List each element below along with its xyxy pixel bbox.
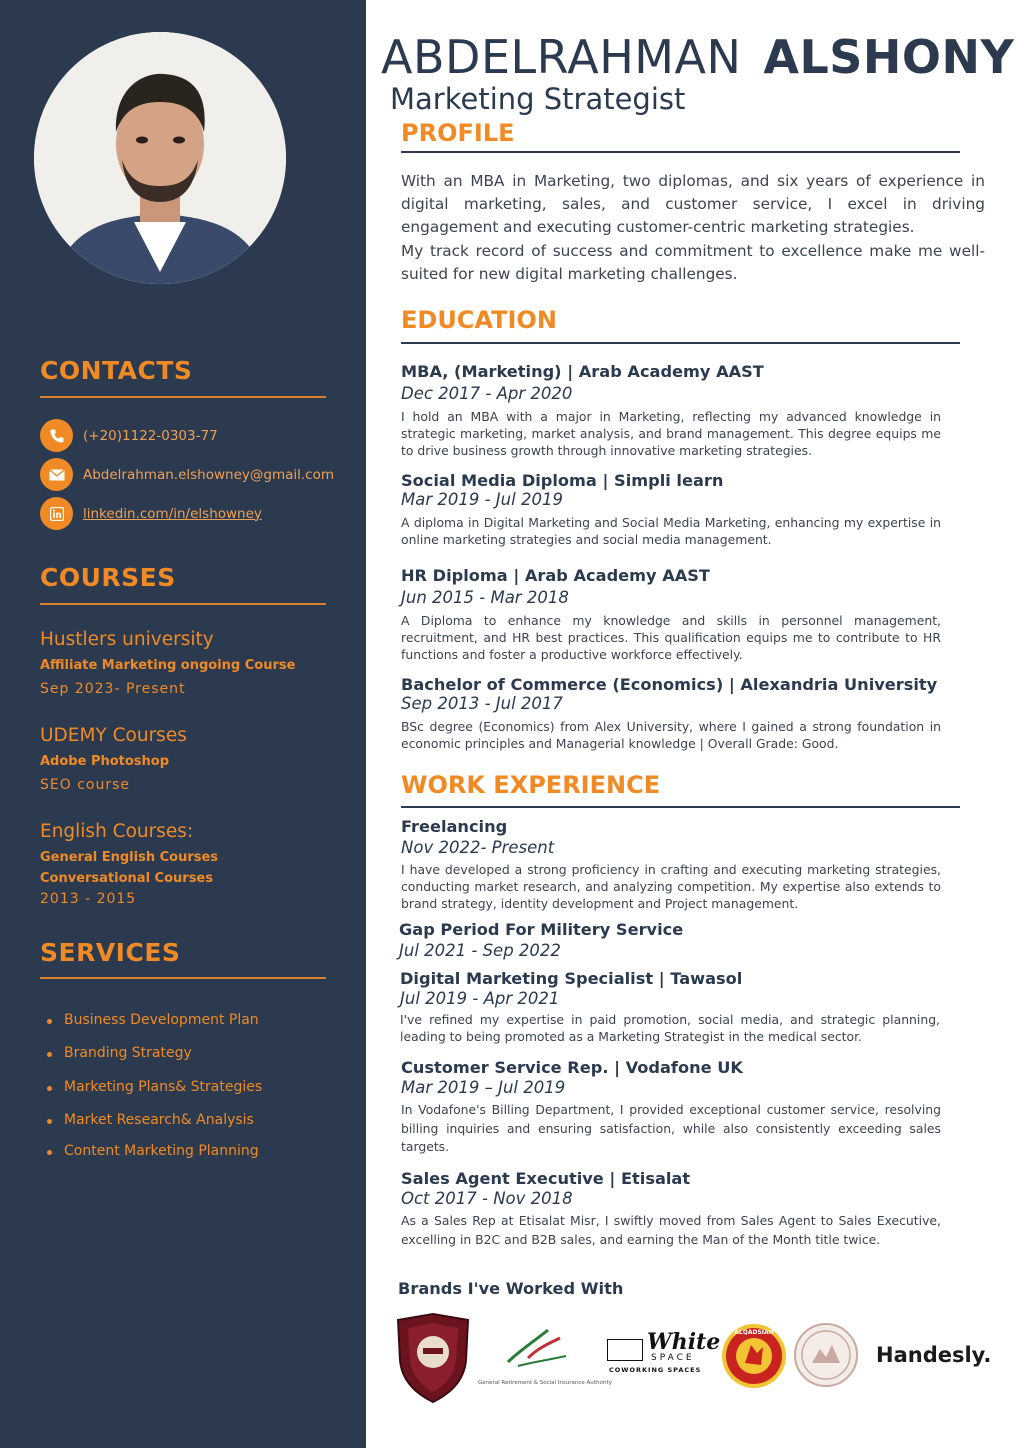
profile-text [401,170,985,286]
handesly-logo: Handesly. [876,1343,992,1367]
profile-paragraph: My track record of success and commitment to excellence make me well-suited for new digital marketing challenges. [401,241,985,283]
profile-paragraph: With an MBA in Marketing, two diplomas, and six years of experience in digital marketing, sales, and customer service, I excel in driving engagement and executing customer-centric marketing strategies. [401,172,985,237]
course-date: 2013 - 2015 [40,891,137,907]
services-heading: SERVICES [40,938,181,967]
service-item: Market Research& Analysis [40,1112,254,1128]
white-space-tagline: COWORKING SPACES [609,1366,702,1374]
course-item: Conversational Courses [40,871,213,886]
work-desc: In Vodafone's Billing Department, I provided exceptional customer service, resolving billing inquiries and ensuring satisfaction, while also consistently exceeding sales targets. [401,1102,941,1154]
avatar-illustration [34,32,286,284]
sidebar [0,0,366,1448]
education-date: Mar 2019 - Jul 2019 [401,490,563,509]
course-item: General English Courses [40,850,219,865]
phone-icon [40,419,73,452]
work-heading: WORK EXPERIENCE [401,771,661,799]
alqadsiah-text: ALQADSIAH [734,1329,774,1336]
education-title: Social Media Diploma | Simpli learn [401,471,724,490]
profile-heading: PROFILE [401,119,515,147]
contacts-divider [40,396,326,398]
work-desc: As a Sales Rep at Etisalat Misr, I swiftly moved from Sales Agent to Sales Executive, excelling in B2C and B2B sales, and earning the Man of the Month title twice. [401,1213,941,1247]
education-title: MBA, (Marketing) | Arab Academy AAST [401,362,764,381]
course-date: SEO course [40,777,131,793]
profile-divider [401,151,960,153]
courses-divider [40,603,326,605]
alqadsiah-logo [721,1323,787,1393]
services-divider [40,977,326,979]
general-retirement-authority-logo [478,1322,613,1392]
course-item: Affiliate Marketing ongoing Course [40,658,296,673]
seal-logo [794,1323,858,1391]
course-group-title: UDEMY Courses [40,725,187,746]
service-item: Business Development Plan [40,1012,259,1028]
contact-phone[interactable] [40,419,218,452]
education-date: Jun 2015 - Mar 2018 [401,588,569,607]
phone-number: (+20)1122-0303-77 [83,427,218,444]
contact-linkedin[interactable] [40,497,262,530]
work-desc: I have developed a strong proficiency in crafting and executing marketing strategies, conducting market research, and analyzing competition. My expertise also extends to brand strategy, identity development and Project management. [401,862,941,912]
service-item: Marketing Plans& Strategies [40,1079,262,1095]
education-desc: I hold an MBA with a major in Marketing, reflecting my advanced knowledge in strategic marketing, market analysis, and brand management. This degree equips me to drive business growth through innovative marketing strategies. [401,409,941,459]
work-title: Freelancing [401,817,508,836]
work-title: Digital Marketing Specialist | Tawasol [400,969,743,988]
work-date: Oct 2017 - Nov 2018 [401,1189,573,1208]
education-date: Sep 2013 - Jul 2017 [401,694,563,713]
work-title: Customer Service Rep. | Vodafone UK [401,1058,743,1077]
education-title: HR Diploma | Arab Academy AAST [401,566,710,585]
contact-email[interactable] [40,458,334,491]
profile-photo [34,32,286,284]
education-divider [401,342,960,344]
brands-heading: Brands I've Worked With [398,1279,624,1298]
education-heading: EDUCATION [401,306,557,334]
education-desc: A diploma in Digital Marketing and Social Media Marketing, enhancing my expertise in online marketing strategies and social media management. [401,515,941,548]
contacts-heading: CONTACTS [40,356,193,385]
white-space-word: White [647,1329,721,1355]
linkedin-icon [40,497,73,530]
retirement-authority-caption: General Retirement & Social Insurance Authority [478,1380,613,1386]
first-name: ABDELRAHMAN [381,30,742,84]
work-divider [401,806,960,808]
education-desc: BSc degree (Economics) from Alex University, where I gained a strong foundation in economic principles and Managerial knowledge | Overall Grade: Good. [401,719,941,752]
education-date: Dec 2017 - Apr 2020 [401,384,573,403]
shield-crest-logo [394,1312,472,1408]
work-desc: I've refined my expertise in paid promotion, social media, and strategic planning, leading to being promoted as a Marketing Strategist in the medical sector. [400,1012,940,1045]
education-title: Bachelor of Commerce (Economics) | Alexandria University [401,675,938,694]
education-desc: A Diploma to enhance my knowledge and skills in personnel management, recruitment, and HR best practices. This qualification equips me to contribute to HR functions and foster a productive workforce effectively. [401,613,941,663]
work-title: Sales Agent Executive | Etisalat [401,1169,691,1188]
white-space-bricks-icon [607,1339,643,1361]
last-name: ALSHONY [763,30,1015,84]
work-date: Nov 2022- Present [401,838,555,857]
linkedin-link[interactable]: linkedin.com/in/elshowney [83,505,262,522]
courses-heading: COURSES [40,563,176,592]
service-item: Content Marketing Planning [40,1143,259,1159]
email-address: Abdelrahman.elshowney@gmail.com [83,466,334,483]
service-item: Branding Strategy [40,1045,192,1061]
work-date: Jul 2019 - Apr 2021 [400,989,560,1008]
email-icon [40,458,73,491]
course-group-title: English Courses: [40,821,194,842]
full-name [381,30,1014,84]
work-date: Mar 2019 – Jul 2019 [401,1078,566,1097]
white-space-logo [607,1329,721,1383]
course-item: Adobe Photoshop [40,754,170,769]
job-title: Marketing Strategist [390,82,686,116]
work-title: Gap Period For Militery Service [399,920,684,939]
work-date: Jul 2021 - Sep 2022 [399,941,561,960]
course-date: Sep 2023- Present [40,681,186,697]
course-group-title: Hustlers university [40,629,214,650]
space-word: SPACE [651,1353,695,1363]
